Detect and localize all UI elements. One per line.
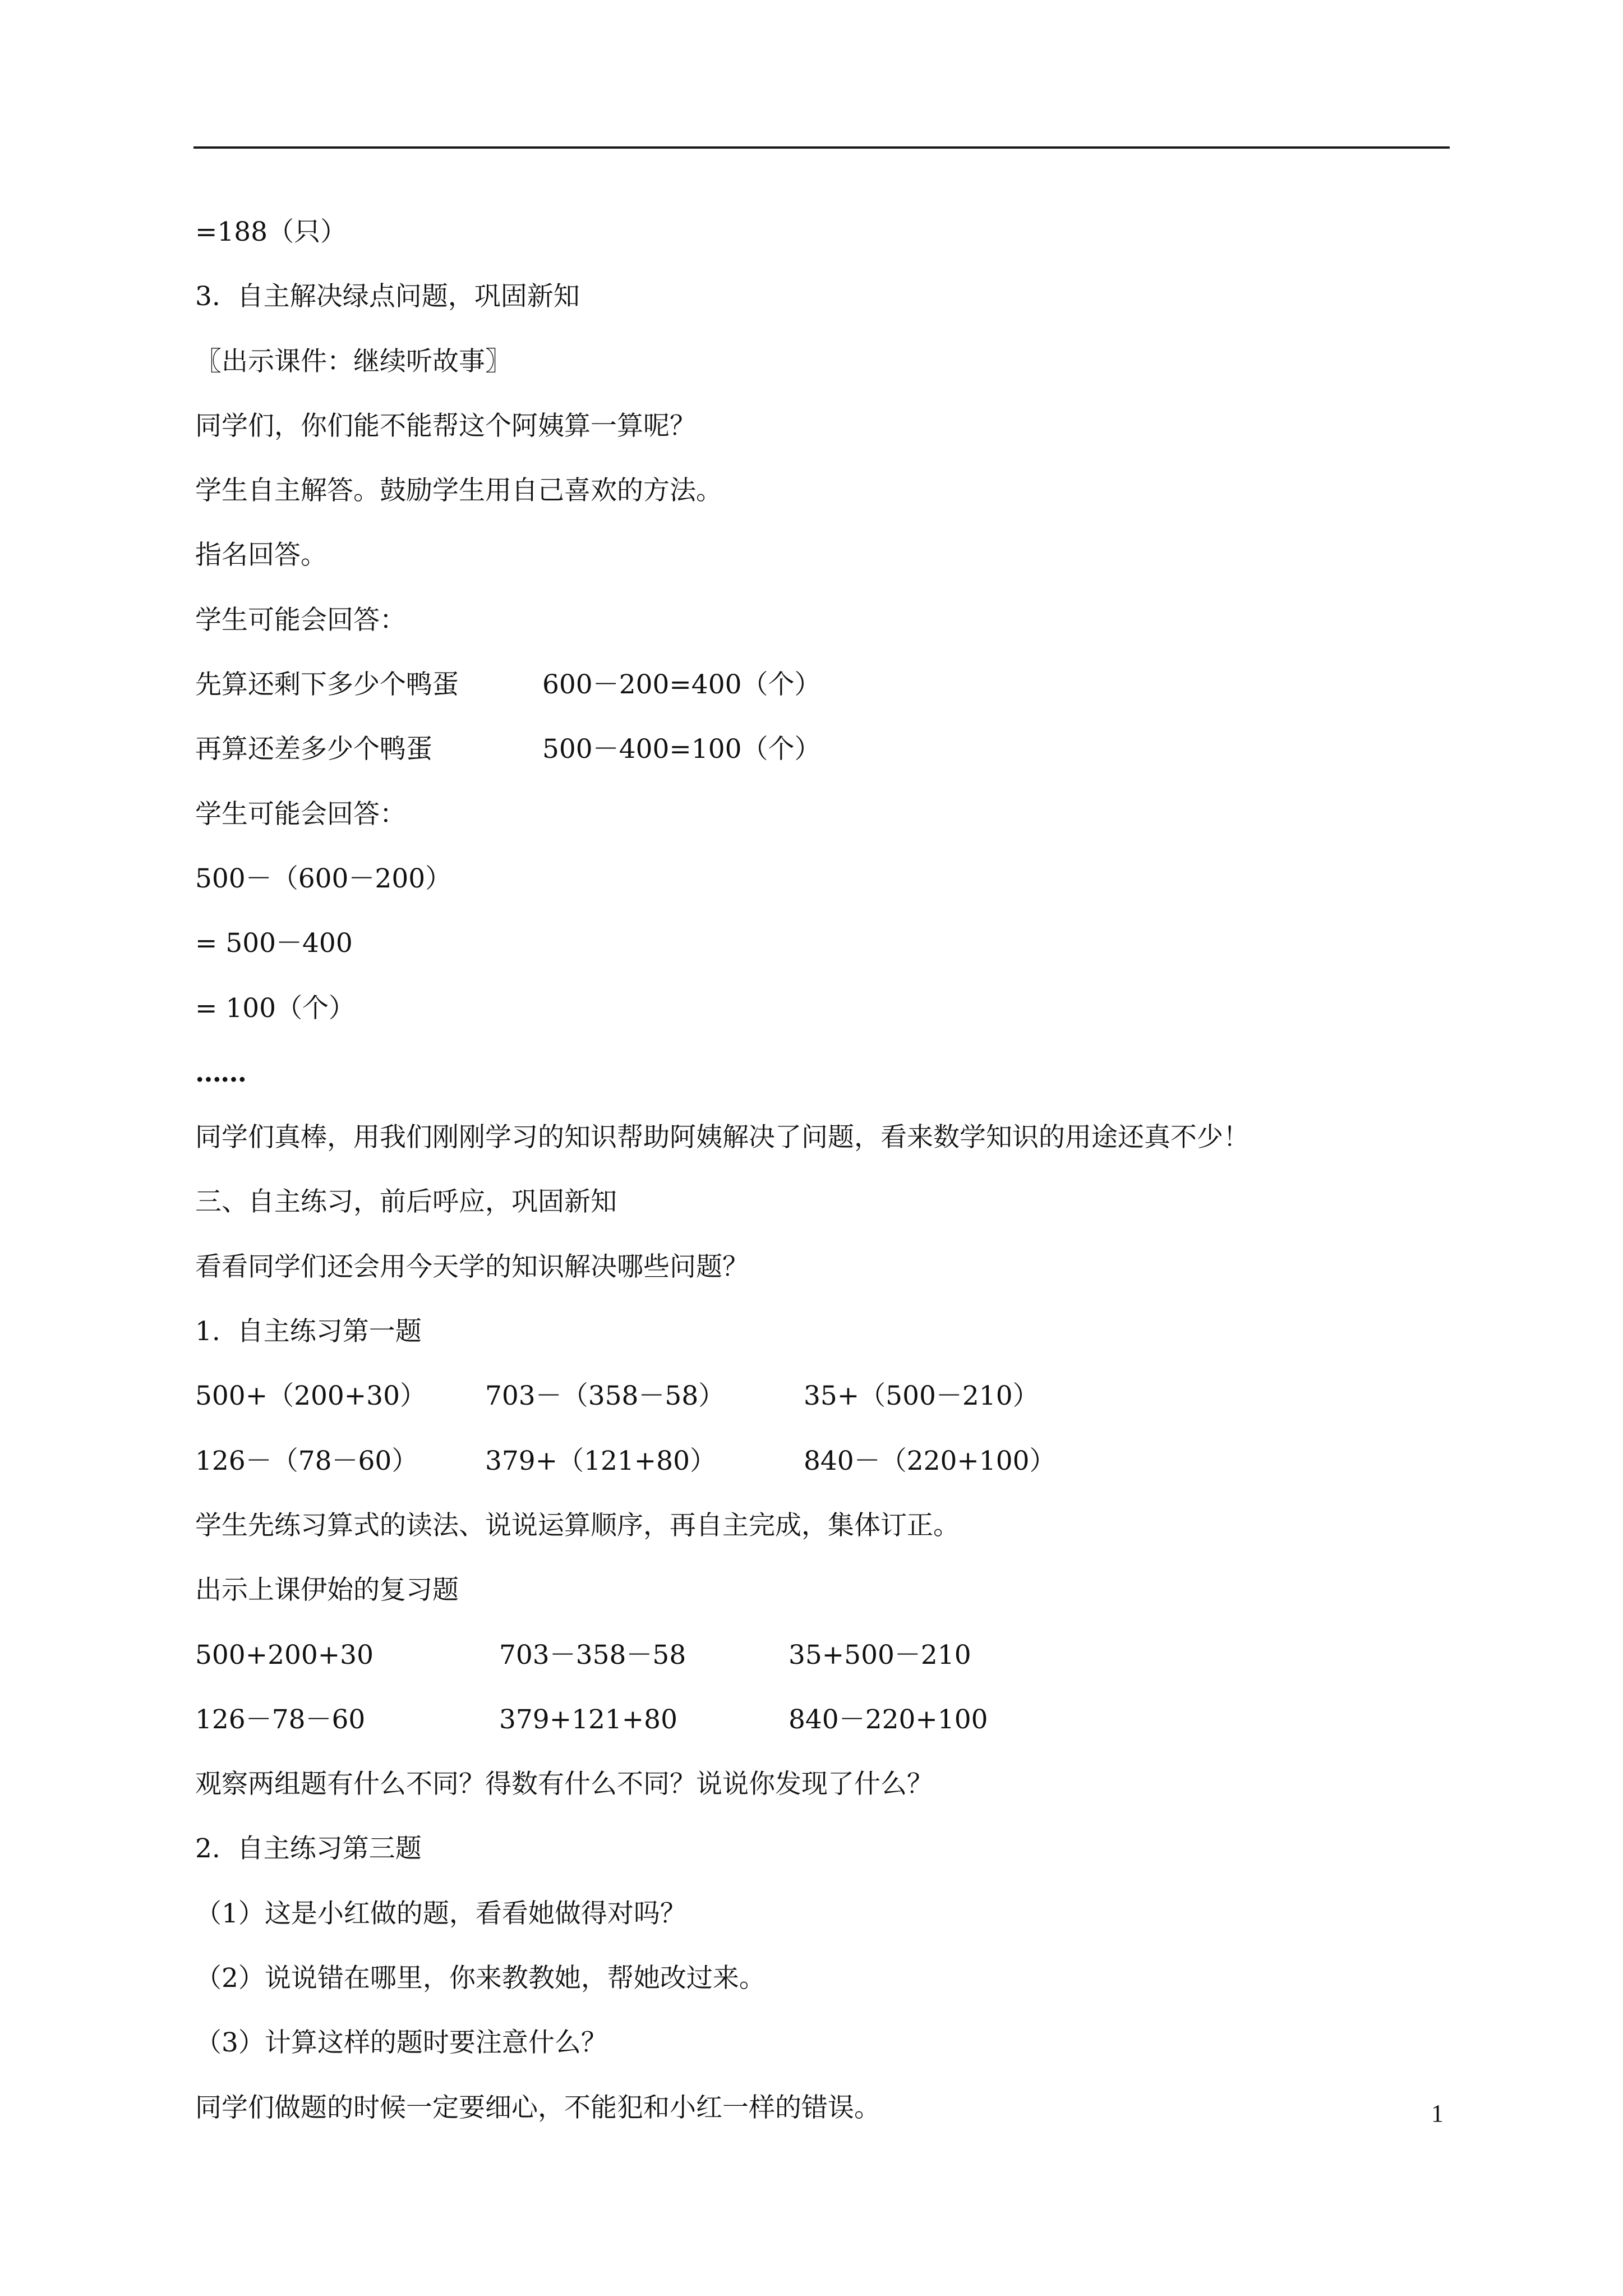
text-line: （3）计算这样的题时要注意什么？ — [195, 2027, 607, 2059]
equation-line: = 500－400 — [195, 928, 353, 959]
section-heading: 1. 自主练习第一题 — [195, 1316, 422, 1347]
text-line: 同学们，你们能不能帮这个阿姨算一算呢？ — [195, 410, 696, 441]
section-heading: 三、自主练习，前后呼应，巩固新知 — [195, 1186, 617, 1218]
section-heading: 2. 自主练习第三题 — [195, 1833, 422, 1865]
text-line: 学生自主解答。鼓励学生用自己喜欢的方法。 — [195, 475, 722, 507]
section-heading: 3. 自主解决绿点问题，巩固新知 — [195, 281, 580, 312]
calculation-step-label: 先算还剩下多少个鸭蛋 — [195, 669, 459, 701]
exercise-expression: 379+121+80 — [499, 1704, 677, 1735]
text-line: 学生可能会回答： — [195, 798, 406, 830]
calculation-expression: 500－400=100（个） — [542, 734, 821, 765]
calculation-row — [195, 661, 1451, 726]
text-line: 〖出示课件：继续听故事〗 — [195, 346, 511, 377]
ellipsis-line: …… — [195, 1057, 246, 1088]
text-line: 观察两组题有什么不同？得数有什么不同？说说你发现了什么？ — [195, 1769, 933, 1800]
text-line: 出示上课伊始的复习题 — [195, 1575, 459, 1606]
calculation-row — [195, 726, 1451, 790]
document-body — [195, 209, 1451, 2149]
text-line: 同学们真棒，用我们刚刚学习的知识帮助阿姨解决了问题，看来数学知识的用途还真不少！ — [195, 1122, 1249, 1153]
exercise-expression: 703－（358－58） — [485, 1381, 725, 1412]
exercise-expression: 703－358－58 — [499, 1639, 686, 1671]
page-number: 1 — [1431, 2100, 1444, 2127]
text-line: （1）这是小红做的题，看看她做得对吗？ — [195, 1898, 686, 1929]
exercise-expression: 126－78－60 — [195, 1704, 366, 1735]
header-rule — [193, 146, 1450, 149]
text-line: 学生先练习算式的读法、说说运算顺序，再自主完成，集体订正。 — [195, 1510, 960, 1541]
text-line: 学生可能会回答： — [195, 604, 406, 636]
calculation-expression: 600－200=400（个） — [542, 669, 821, 701]
exercise-expression: 840－（220+100） — [804, 1445, 1056, 1476]
equation-line: 500－（600－200） — [195, 863, 452, 894]
exercise-expression: 126－（78－60） — [195, 1445, 418, 1476]
exercise-row — [195, 1632, 1451, 1696]
exercise-expression: 35+（500－210） — [804, 1381, 1039, 1412]
equation-line: = 100（个） — [195, 992, 356, 1024]
calculation-step-label: 再算还差多少个鸭蛋 — [195, 734, 432, 765]
exercise-row — [195, 1373, 1451, 1437]
exercise-row — [195, 1696, 1451, 1761]
exercise-expression: 840－220+100 — [789, 1704, 988, 1735]
text-line: =188（只） — [195, 217, 347, 247]
exercise-expression: 500+200+30 — [195, 1639, 374, 1671]
exercise-row — [195, 1438, 1451, 1502]
text-line: 指名回答。 — [195, 540, 327, 571]
exercise-expression: 379+（121+80） — [485, 1445, 716, 1476]
exercise-expression: 500+（200+30） — [195, 1381, 426, 1412]
exercise-expression: 35+500－210 — [789, 1639, 971, 1671]
text-line: （2）说说错在哪里，你来教教她，帮她改过来。 — [195, 1963, 766, 1994]
text-line: 同学们做题的时候一定要细心，不能犯和小红一样的错误。 — [195, 2092, 880, 2123]
text-line: 看看同学们还会用今天学的知识解决哪些问题？ — [195, 1251, 749, 1282]
